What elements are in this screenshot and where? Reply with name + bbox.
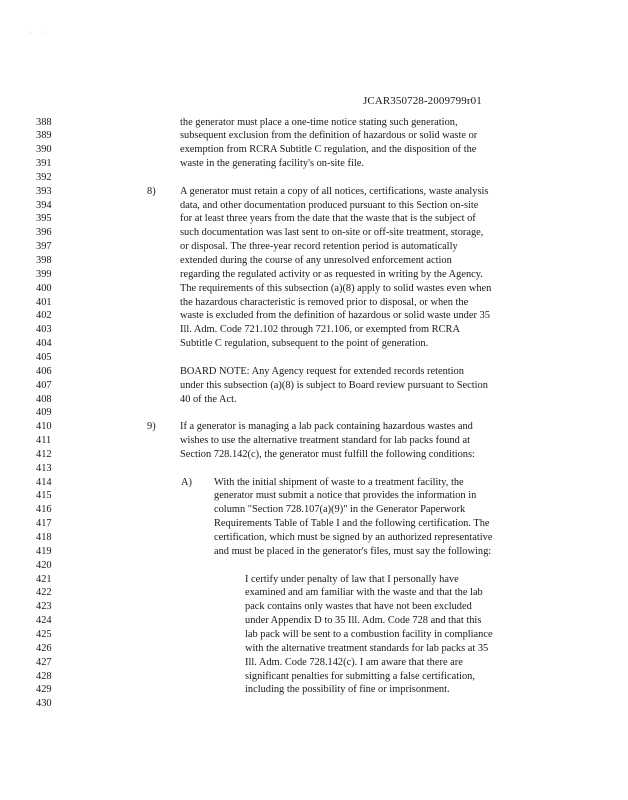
item-a-line: generator must submit a notice that provides the information in xyxy=(214,490,477,502)
line-number: 427 xyxy=(36,656,52,668)
certification-line: significant penalties for submitting a false certification, xyxy=(245,670,475,682)
line-number: 410 xyxy=(36,421,52,433)
paragraph-line: waste in the generating facility's on-site file. xyxy=(180,158,364,170)
line-number: 401 xyxy=(36,296,52,308)
line-number: 417 xyxy=(36,518,52,530)
line-number: 419 xyxy=(36,545,52,557)
line-number: 390 xyxy=(36,144,52,156)
line-number: 426 xyxy=(36,642,52,654)
line-number: 391 xyxy=(36,158,52,170)
item-8-line: The requirements of this subsection (a)(8) apply to solid wastes even when xyxy=(180,282,492,294)
line-number: 414 xyxy=(36,476,52,488)
paragraph-line: subsequent exclusion from the definition of hazardous or solid waste or xyxy=(180,130,478,142)
line-number: 405 xyxy=(36,351,52,363)
certification-line: examined and am familiar with the waste and that the lab xyxy=(245,587,483,599)
item-a-line: column "Section 728.107(a)(9)" in the Generator Paperwork xyxy=(214,504,466,516)
line-number: 396 xyxy=(36,227,52,239)
line-number: 397 xyxy=(36,241,52,253)
certification-line: under Appendix D to 35 Ill. Adm. Code 728 and that this xyxy=(245,615,482,627)
item-a-line: With the initial shipment of waste to a treatment facility, the xyxy=(214,476,464,488)
item-a-line: Requirements Table of Table I and the following certification. The xyxy=(214,518,490,530)
line-number: 430 xyxy=(36,698,52,710)
line-number: 393 xyxy=(36,185,52,197)
item-8-line: the hazardous characteristic is removed prior to disposal, or when the xyxy=(180,296,469,308)
paragraph-line: the generator must place a one-time notice stating such generation, xyxy=(180,116,458,128)
item-9-line: wishes to use the alternative treatment standard for lab packs found at xyxy=(180,435,470,447)
certification-line: lab pack will be sent to a combustion facility in compliance xyxy=(245,628,493,640)
line-number: 429 xyxy=(36,684,52,696)
line-number: 406 xyxy=(36,365,52,377)
line-number: 389 xyxy=(36,130,52,142)
board-note-line: under this subsection (a)(8) is subject to Board review pursuant to Section xyxy=(180,379,488,391)
scan-speckle: · · xyxy=(30,30,46,36)
certification-line: pack contains only wastes that have not been excluded xyxy=(245,601,472,613)
line-number: 408 xyxy=(36,393,52,405)
line-number: 392 xyxy=(36,171,52,183)
item-a-line: certification, which must be signed by an authorized representative xyxy=(214,532,493,543)
line-number: 394 xyxy=(36,199,52,211)
line-number: 398 xyxy=(36,255,52,266)
line-number: 403 xyxy=(36,324,52,336)
line-number: 420 xyxy=(36,559,52,571)
item-8-line: for at least three years from the date that the waste that is the subject of xyxy=(180,213,476,225)
item-8-line: Subtitle C regulation, subsequent to the point of generation. xyxy=(180,338,429,350)
certification-line: including the possibility of fine or imprisonment. xyxy=(245,684,450,696)
line-number: 424 xyxy=(36,615,52,627)
item-9-line: Section 728.142(c), the generator must fulfill the following conditions: xyxy=(180,448,475,460)
line-number: 425 xyxy=(36,628,52,640)
item-8-marker: 8) xyxy=(147,185,156,197)
line-number: 428 xyxy=(36,670,52,682)
certification-line: with the alternative treatment standards for lab packs at 35 xyxy=(245,642,489,654)
line-number: 400 xyxy=(36,282,52,294)
line-number: 395 xyxy=(36,213,52,225)
line-number: 407 xyxy=(36,379,52,391)
line-number: 423 xyxy=(36,601,52,613)
line-number: 411 xyxy=(36,435,52,447)
item-8-line: Ill. Adm. Code 721.102 through 721.106, or exempted from RCRA xyxy=(180,324,460,336)
line-number: 402 xyxy=(36,310,52,322)
line-number: 416 xyxy=(36,504,52,516)
certification-line: I certify under penalty of law that I personally have xyxy=(245,573,459,585)
item-8-line: data, and other documentation produced pursuant to this Section on-site xyxy=(180,199,479,211)
item-9-line: If a generator is managing a lab pack containing hazardous wastes and xyxy=(180,421,473,433)
document-id-header: JCAR350728-2009799r01 xyxy=(363,95,482,107)
item-8-line: waste is excluded from the definition of hazardous or solid waste under 35 xyxy=(180,310,490,322)
paragraph-line: exemption from RCRA Subtitle C regulation, and the disposition of the xyxy=(180,144,477,156)
line-number: 415 xyxy=(36,490,52,502)
board-note-line: 40 of the Act. xyxy=(180,393,237,405)
line-number: 418 xyxy=(36,532,52,543)
item-8-line: regarding the regulated activity or as requested in writing by the Agency. xyxy=(180,268,483,280)
board-note-line: BOARD NOTE: Any Agency request for extended records retention xyxy=(180,365,464,377)
line-number: 413 xyxy=(36,462,52,474)
line-number: 388 xyxy=(36,116,52,128)
item-8-line: A generator must retain a copy of all notices, certifications, waste analysis xyxy=(180,185,489,197)
line-number: 412 xyxy=(36,448,52,460)
item-a-line: and must be placed in the generator's files, must say the following: xyxy=(214,545,492,557)
item-8-line: such documentation was last sent to on-site or off-site treatment, storage, xyxy=(180,227,484,239)
line-number: 422 xyxy=(36,587,52,599)
item-8-line: or disposal. The three-year record retention period is automatically xyxy=(180,241,458,253)
certification-line: Ill. Adm. Code 728.142(c). I am aware that there are xyxy=(245,656,463,668)
line-number: 409 xyxy=(36,407,52,419)
item-8-line: extended during the course of any unresolved enforcement action xyxy=(180,255,452,266)
item-9-marker: 9) xyxy=(147,421,156,433)
item-a-marker: A) xyxy=(181,476,192,488)
line-number: 421 xyxy=(36,573,52,585)
line-number: 404 xyxy=(36,338,52,350)
line-number: 399 xyxy=(36,268,52,280)
